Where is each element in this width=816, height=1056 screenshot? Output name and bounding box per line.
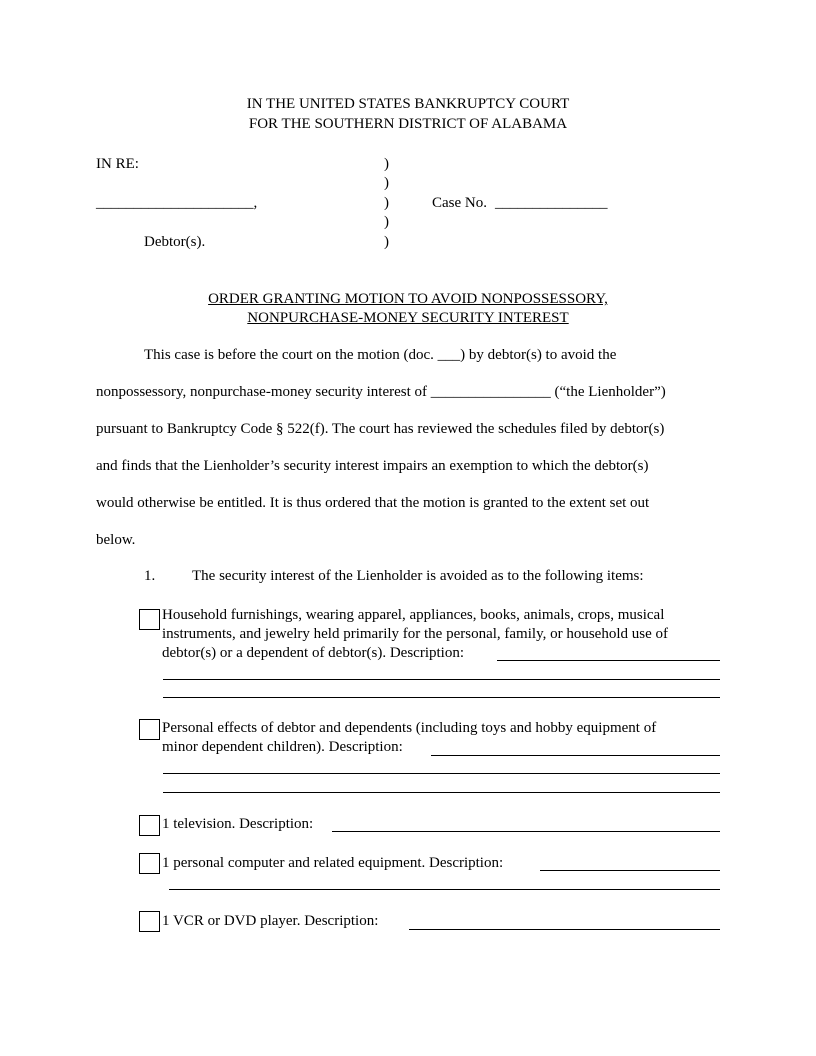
item-text: 1 personal computer and related equipment. Description: (162, 855, 504, 871)
item-text: debtor(s) or a dependent of debtor(s). Description: (162, 645, 464, 661)
order-title-line2: NONPURCHASE-MONEY SECURITY INTEREST (247, 310, 569, 326)
item-text: 1 VCR or DVD player. Description: (162, 913, 379, 929)
item-text: Household furnishings, wearing apparel, appliances, books, animals, crops, musical (162, 607, 665, 623)
description-line[interactable] (163, 697, 720, 698)
paragraph-text: The security interest of the Lienholder is avoided as to the following items: (192, 568, 644, 584)
body-line: and finds that the Lienholder’s security interest impairs an exemption to which the debtor(s) (96, 458, 649, 474)
household-goods-checkbox[interactable] (139, 609, 160, 630)
case-number-label: Case No. (432, 195, 487, 211)
item-text: Personal effects of debtor and dependents (including toys and hobby equipment of (162, 720, 657, 736)
in-re-label: IN RE: (96, 156, 139, 172)
body-line: would otherwise be entitled. It is thus ordered that the motion is granted to the extent set out (96, 495, 650, 511)
description-line[interactable] (163, 679, 720, 680)
court-heading-line1: IN THE UNITED STATES BANKRUPTCY COURT (246, 96, 570, 112)
item-text: instruments, and jewelry held primarily for the personal, family, or household use of (162, 626, 668, 642)
court-heading-line2: FOR THE SOUTHERN DISTRICT OF ALABAMA (248, 116, 568, 132)
television-checkbox[interactable] (139, 815, 160, 836)
order-title-line1: ORDER GRANTING MOTION TO AVOID NONPOSSESSORY, (208, 291, 608, 307)
body-line: nonpossessory, nonpurchase-money security interest of ________________ (“the Lienholder”) (96, 384, 666, 400)
body-line: pursuant to Bankruptcy Code § 522(f). The court has reviewed the schedules filed by debtor(s) (96, 421, 665, 437)
description-line[interactable] (163, 792, 720, 793)
caption-paren: ) (384, 214, 389, 230)
caption-paren: ) (384, 234, 389, 250)
personal-computer-checkbox[interactable] (139, 853, 160, 874)
paragraph-number: 1. (144, 568, 156, 584)
debtor-label: Debtor(s). (144, 234, 206, 250)
item-text: minor dependent children). Description: (162, 739, 403, 755)
debtor-name-blank[interactable]: _____________________, (96, 195, 258, 211)
description-line[interactable] (497, 660, 720, 661)
caption-paren: ) (384, 175, 389, 191)
item-text: 1 television. Description: (162, 816, 314, 832)
body-line: below. (96, 532, 136, 548)
description-line[interactable] (540, 870, 720, 871)
vcr-dvd-checkbox[interactable] (139, 911, 160, 932)
personal-effects-checkbox[interactable] (139, 719, 160, 740)
description-line[interactable] (332, 831, 720, 832)
caption-paren: ) (384, 195, 389, 211)
case-number-blank[interactable]: _______________ (495, 195, 608, 211)
description-line[interactable] (163, 773, 720, 774)
description-line[interactable] (431, 755, 720, 756)
description-line[interactable] (409, 929, 720, 930)
description-line[interactable] (169, 889, 720, 890)
body-line: This case is before the court on the motion (doc. ___) by debtor(s) to avoid the (144, 347, 617, 363)
caption-paren: ) (384, 156, 389, 172)
